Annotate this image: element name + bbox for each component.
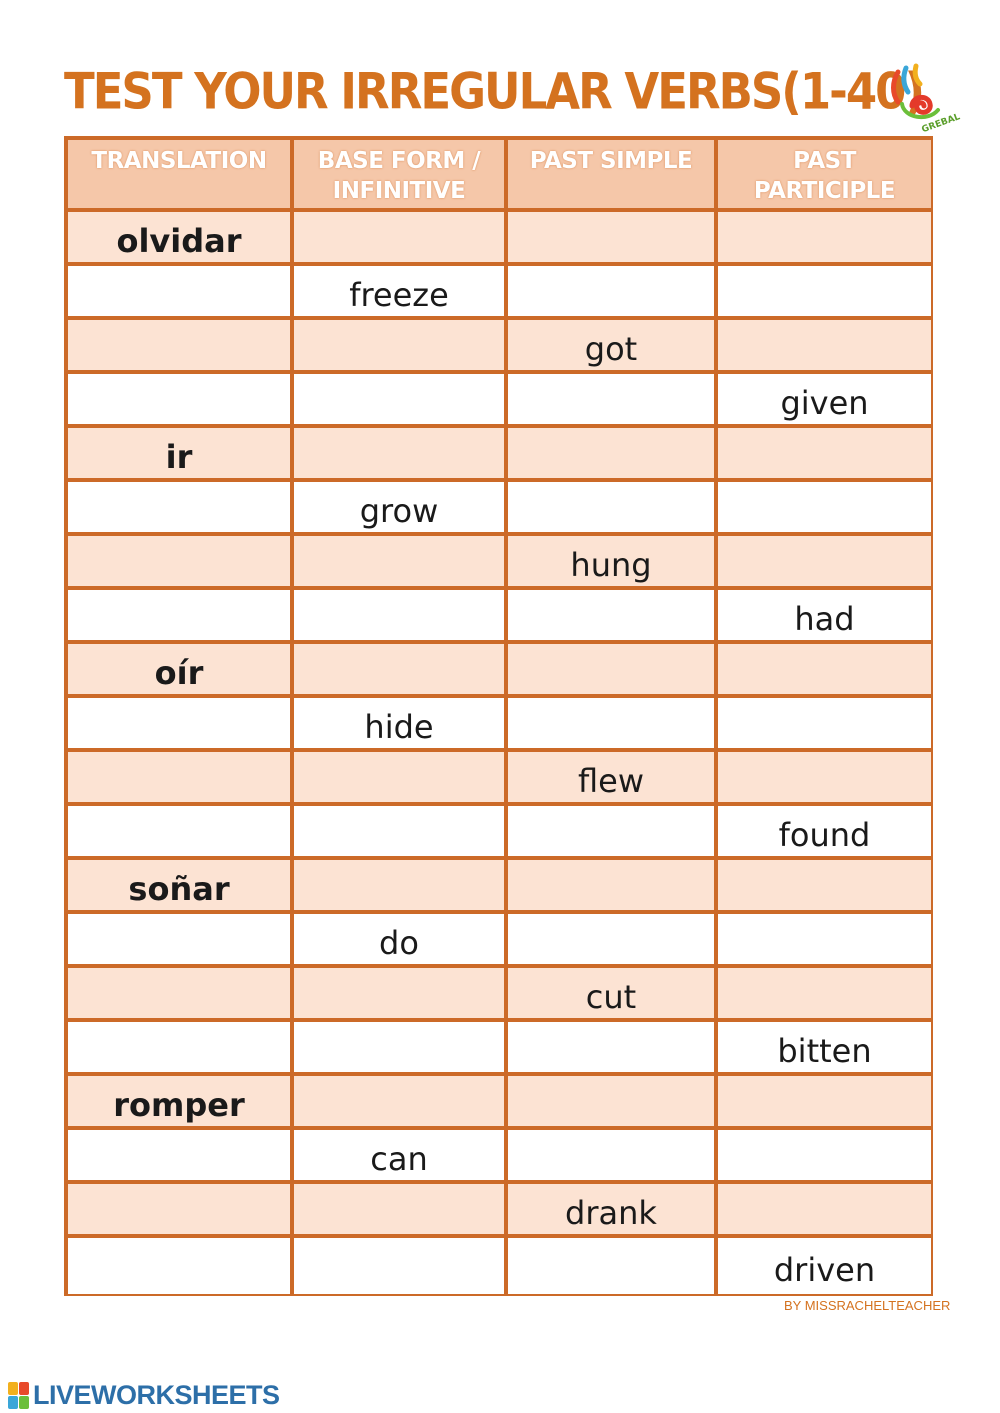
answer-field-base-form[interactable] <box>294 752 508 806</box>
answer-field-translation[interactable] <box>68 374 294 428</box>
header-past-participle: PAST PARTICIPLE <box>718 140 931 212</box>
answer-field-base-form[interactable] <box>294 860 508 914</box>
cell-base-form <box>294 266 508 320</box>
answer-field-base-form[interactable] <box>294 968 508 1022</box>
verb-text: do <box>379 924 419 962</box>
answer-field-past-simple[interactable] <box>508 644 718 698</box>
answer-field-base-form[interactable] <box>294 536 508 590</box>
answer-field-past-participle[interactable] <box>718 320 931 374</box>
answer-field-past-simple[interactable] <box>508 1022 718 1076</box>
answer-field-base-form[interactable] <box>294 1238 508 1294</box>
cell-past-simple <box>508 1184 718 1238</box>
verb-text: had <box>794 600 855 638</box>
worksheet-title: TEST YOUR IRREGULAR VERBS(1-40) <box>64 62 924 121</box>
answer-field-translation[interactable] <box>68 1238 294 1294</box>
answer-field-past-simple[interactable] <box>508 860 718 914</box>
verb-text: hung <box>570 546 652 584</box>
answer-field-base-form[interactable] <box>294 1022 508 1076</box>
answer-field-base-form[interactable] <box>294 806 508 860</box>
answer-field-base-form[interactable] <box>294 1076 508 1130</box>
answer-field-past-participle[interactable] <box>718 1184 931 1238</box>
liveworksheets-brand: LIVEWORKSHEETS <box>33 1379 280 1410</box>
answer-field-translation[interactable] <box>68 482 294 536</box>
answer-field-past-simple[interactable] <box>508 482 718 536</box>
answer-field-past-participle[interactable] <box>718 698 931 752</box>
answer-field-past-simple[interactable] <box>508 1130 718 1184</box>
verb-text: freeze <box>349 276 449 314</box>
answer-field-base-form[interactable] <box>294 428 508 482</box>
answer-field-base-form[interactable] <box>294 374 508 428</box>
answer-field-translation[interactable] <box>68 590 294 644</box>
verb-text: soñar <box>128 870 230 908</box>
answer-field-past-participle[interactable] <box>718 482 931 536</box>
answer-field-base-form[interactable] <box>294 644 508 698</box>
answer-field-base-form[interactable] <box>294 320 508 374</box>
cell-past-participle <box>718 1238 931 1294</box>
answer-field-translation[interactable] <box>68 752 294 806</box>
verb-text: given <box>780 384 869 422</box>
cell-past-participle <box>718 806 931 860</box>
answer-field-past-participle[interactable] <box>718 644 931 698</box>
cell-past-participle <box>718 1022 931 1076</box>
answer-field-past-participle[interactable] <box>718 536 931 590</box>
answer-field-translation[interactable] <box>68 968 294 1022</box>
answer-field-translation[interactable] <box>68 698 294 752</box>
verbs-table <box>64 136 933 1296</box>
header-past-simple: PAST SIMPLE <box>508 140 718 212</box>
verb-text: got <box>584 330 638 368</box>
cell-base-form <box>294 698 508 752</box>
answer-field-past-participle[interactable] <box>718 860 931 914</box>
answer-field-past-participle[interactable] <box>718 266 931 320</box>
answer-field-base-form[interactable] <box>294 1184 508 1238</box>
cell-past-simple <box>508 968 718 1022</box>
answer-field-translation[interactable] <box>68 266 294 320</box>
answer-field-past-simple[interactable] <box>508 698 718 752</box>
verb-text: ir <box>165 438 193 476</box>
answer-field-past-participle[interactable] <box>718 914 931 968</box>
answer-field-past-participle[interactable] <box>718 212 931 266</box>
answer-field-past-simple[interactable] <box>508 914 718 968</box>
verb-text: cut <box>585 978 637 1016</box>
svg-text:GREBAL: GREBAL <box>920 112 962 132</box>
answer-field-past-simple[interactable] <box>508 806 718 860</box>
verb-text: can <box>370 1140 428 1178</box>
cell-past-participle <box>718 590 931 644</box>
cell-base-form <box>294 914 508 968</box>
answer-field-translation[interactable] <box>68 914 294 968</box>
answer-field-past-simple[interactable] <box>508 428 718 482</box>
verb-text: flew <box>577 762 644 800</box>
answer-field-translation[interactable] <box>68 320 294 374</box>
answer-field-past-participle[interactable] <box>718 1076 931 1130</box>
verb-text: grow <box>359 492 439 530</box>
liveworksheets-logo <box>8 1380 280 1410</box>
answer-field-past-participle[interactable] <box>718 968 931 1022</box>
verb-text: bitten <box>777 1032 872 1070</box>
cell-translation <box>68 428 294 482</box>
cell-translation <box>68 644 294 698</box>
verb-text: drank <box>565 1194 657 1232</box>
cell-base-form <box>294 482 508 536</box>
answer-field-past-simple[interactable] <box>508 374 718 428</box>
header-base-form: BASE FORM / INFINITIVE <box>294 140 508 212</box>
answer-field-past-simple[interactable] <box>508 590 718 644</box>
cell-past-participle <box>718 374 931 428</box>
answer-field-translation[interactable] <box>68 1130 294 1184</box>
cell-translation <box>68 1076 294 1130</box>
answer-field-translation[interactable] <box>68 1022 294 1076</box>
answer-field-past-simple[interactable] <box>508 1076 718 1130</box>
verb-text: hide <box>364 708 434 746</box>
credit-text: BY MISSRACHELTEACHER <box>784 1298 951 1313</box>
cell-past-simple <box>508 752 718 806</box>
answer-field-base-form[interactable] <box>294 212 508 266</box>
answer-field-past-simple[interactable] <box>508 1238 718 1294</box>
cell-base-form <box>294 1130 508 1184</box>
cell-past-simple <box>508 536 718 590</box>
verb-text: romper <box>113 1086 245 1124</box>
answer-field-translation[interactable] <box>68 806 294 860</box>
verb-text: found <box>778 816 871 854</box>
answer-field-past-simple[interactable] <box>508 212 718 266</box>
answer-field-past-participle[interactable] <box>718 1130 931 1184</box>
cell-past-simple <box>508 320 718 374</box>
verb-text: oír <box>154 654 204 692</box>
answer-field-translation[interactable] <box>68 1184 294 1238</box>
liveworksheets-icon <box>8 1382 29 1409</box>
cell-translation <box>68 860 294 914</box>
answer-field-translation[interactable] <box>68 536 294 590</box>
answer-field-past-participle[interactable] <box>718 752 931 806</box>
cell-translation <box>68 212 294 266</box>
answer-field-past-participle[interactable] <box>718 428 931 482</box>
answer-field-base-form[interactable] <box>294 590 508 644</box>
header-translation: TRANSLATION <box>68 140 294 212</box>
answer-field-past-simple[interactable] <box>508 266 718 320</box>
verb-text: driven <box>773 1251 876 1289</box>
grebal-logo-icon <box>884 60 964 132</box>
verb-text: olvidar <box>116 222 242 260</box>
